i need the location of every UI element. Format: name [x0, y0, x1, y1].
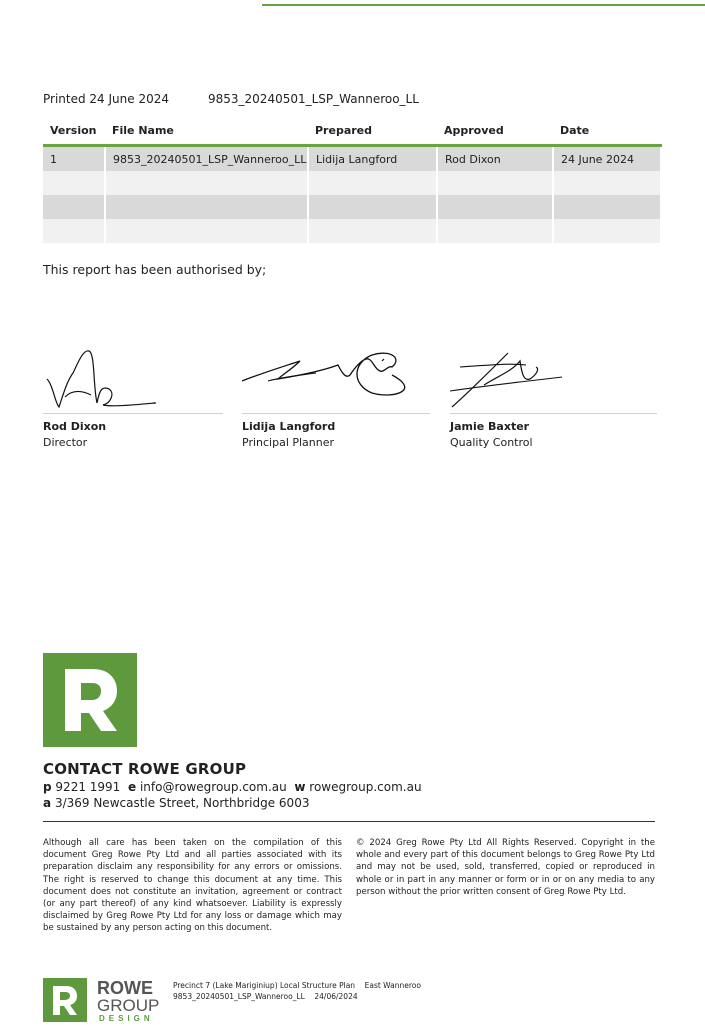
document-id: 9853_20240501_LSP_Wanneroo_LL — [208, 92, 419, 106]
signatory-name: Rod Dixon — [43, 420, 107, 433]
signatory-rod-dixon — [43, 345, 223, 449]
cell-date — [553, 195, 661, 219]
cell-date: 24 June 2024 — [553, 146, 661, 172]
cell-file-name — [105, 219, 308, 243]
contact-address — [43, 796, 309, 810]
footer-location: East Wanneroo — [364, 981, 421, 990]
table-row — [43, 219, 661, 243]
cell-file-name: 9853_20240501_LSP_Wanneroo_LL — [105, 146, 308, 172]
header-accent-line — [262, 4, 705, 6]
signatory-name: Lidija Langford — [242, 420, 336, 433]
print-info — [43, 92, 419, 106]
disclaimer-text: Although all care has been taken on the compilation of this document Greg Rowe Pty Ltd and all parties associated with its preparation disclaim any responsibility for any errors or omissions. The right is reserved to change this document at any time. This document does not constitute an invitation, agreement or contract (or any part thereof) of any kind whatsoever. Liability is expressly disclaimed by Greg Rowe Pty Ltd for any loss or damage which may be sustained by any person acting on this document. — [43, 838, 342, 934]
col-date: Date — [553, 119, 661, 146]
printed-date: Printed 24 June 2024 — [43, 92, 169, 106]
cell-version — [43, 171, 105, 195]
col-approved: Approved — [437, 119, 553, 146]
table-row — [43, 171, 661, 195]
website-link[interactable]: rowegroup.com.au — [309, 780, 422, 794]
signature-line — [43, 413, 223, 414]
rowe-group-logo — [43, 653, 137, 747]
cell-version — [43, 195, 105, 219]
logo-word-design: DESIGN — [99, 1014, 154, 1022]
footer-project: Precinct 7 (Lake Mariginiup) Local Structure Plan — [173, 981, 356, 990]
divider — [43, 821, 655, 822]
contact-details — [43, 780, 422, 794]
cell-date — [553, 219, 661, 243]
cell-file-name — [105, 171, 308, 195]
cell-approved — [437, 171, 553, 195]
authorisation-statement: This report has been authorised by; — [43, 262, 267, 277]
email-link[interactable]: info@rowegroup.com.au — [139, 780, 287, 794]
table-row — [43, 146, 661, 172]
footer-project-line — [173, 981, 421, 990]
signatory-lidija-langford — [242, 345, 430, 449]
phone-label: p — [43, 780, 52, 794]
cell-prepared — [308, 195, 437, 219]
signature-line — [242, 413, 430, 414]
email-label: e — [127, 780, 137, 794]
footer-logo — [43, 978, 167, 1026]
footer-ref-line — [173, 992, 358, 1001]
signature-line — [450, 413, 657, 414]
web-label: w — [294, 780, 306, 794]
cell-date — [553, 171, 661, 195]
signatory-role: Director — [43, 436, 88, 449]
col-file-name: File Name — [105, 119, 308, 146]
cell-version — [43, 219, 105, 243]
signatory-role: Principal Planner — [242, 436, 335, 449]
cell-approved — [437, 195, 553, 219]
signature-image — [242, 345, 430, 411]
cell-prepared: Lidija Langford — [308, 146, 437, 172]
footer-doc-ref: 9853_20240501_LSP_Wanneroo_LL — [173, 992, 305, 1001]
col-version: Version — [43, 119, 105, 146]
version-table — [43, 119, 662, 243]
signatory-name: Jamie Baxter — [450, 420, 530, 433]
address-text: 3/369 Newcastle Street, Northbridge 6003 — [54, 796, 310, 810]
col-prepared: Prepared — [308, 119, 437, 146]
cell-approved: Rod Dixon — [437, 146, 553, 172]
logo-word-group: GROUP — [97, 996, 160, 1015]
table-row — [43, 195, 661, 219]
copyright-text: © 2024 Greg Rowe Pty Ltd All Rights Reserved. Copyright in the whole and every part of this document belongs to Greg Rowe Pty Ltd and may not be used, sold, transferred, copied or reproduced in whole or in part in any manner or form or in or on any media to any person without the prior written consent of Greg Rowe Pty Ltd. — [356, 838, 655, 897]
cell-file-name — [105, 195, 308, 219]
table-header-row — [43, 119, 661, 146]
address-label: a — [43, 796, 52, 810]
signatory-role: Quality Control — [450, 436, 533, 449]
footer-date: 24/06/2024 — [314, 992, 358, 1001]
cell-prepared — [308, 171, 437, 195]
contact-title: CONTACT ROWE GROUP — [43, 760, 247, 778]
phone-number: 9221 1991 — [55, 780, 121, 794]
cell-version: 1 — [43, 146, 105, 172]
cell-prepared — [308, 219, 437, 243]
signatory-jamie-baxter — [450, 345, 657, 449]
signature-image — [450, 345, 657, 411]
logo-word-rowe: ROWE — [97, 978, 153, 998]
signature-image — [43, 345, 223, 411]
cell-approved — [437, 219, 553, 243]
